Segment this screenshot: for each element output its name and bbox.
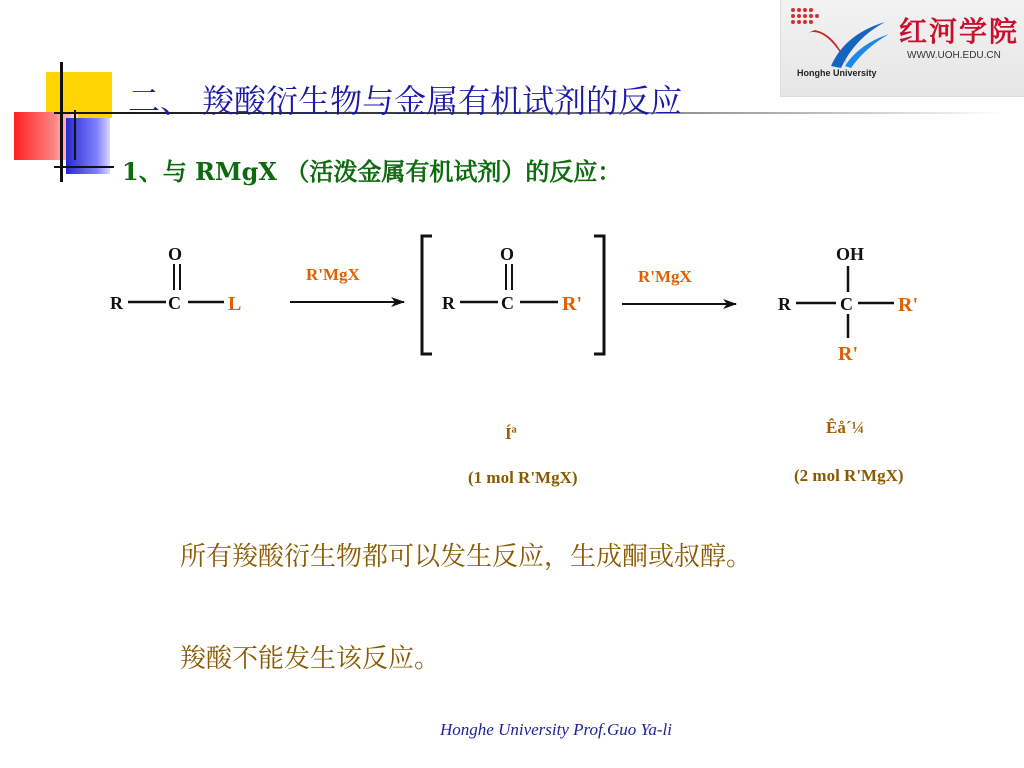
product-label: Êå´¼ [826,418,865,437]
reactant-l-label: L [228,293,242,315]
product-r-label: R [778,294,791,314]
reactant-c-label: C [168,293,181,313]
product-mol-note: (2 mol R'MgX) [794,466,904,485]
intermediate-mol-note: (1 mol R'MgX) [468,468,578,487]
intermediate-label: Íª [505,424,517,443]
reactant-r-label: R [110,293,123,313]
decor-vertical-line [60,62,63,182]
decor-vertical-line-short [74,110,76,160]
footer-credit: Honghe University Prof.Guo Ya-li [440,720,673,739]
product-oh-label: OH [836,244,865,264]
right-bracket [594,236,604,354]
intermediate-o-label: O [500,244,515,264]
reagent-1-label: R'MgX [306,265,360,284]
product-rprime-2-label: R' [838,343,858,365]
logo-url: WWW.UOH.EDU.CN [907,50,1001,61]
reaction-scheme [0,220,1024,380]
decor-short-line [54,166,114,168]
left-bracket [422,236,432,354]
product-c-label: C [840,294,853,314]
reagent-2-label: R'MgX [638,267,692,286]
section-subtitle: 1、与 RMgX （活泼金属有机试剂）的反应： [122,157,622,186]
product-structure [778,244,918,365]
reactant-structure [110,244,241,315]
paragraph-all-derivatives: 所有羧酸衍生物都可以发生反应，生成酮或叔醇。 [180,542,753,572]
product-rprime-1-label: R' [898,294,918,316]
intermediate-structure [442,244,582,315]
slide-title: 二、 羧酸衍生物与金属有机试剂的反应 [128,82,683,120]
logo-chinese-name: 红河学院 [899,15,1020,48]
intermediate-r-label: R [442,293,455,313]
intermediate-c-label: C [501,293,514,313]
reactant-o-label: O [168,244,183,264]
paragraph-carboxylic-acid: 羧酸不能发生该反应。 [180,644,441,674]
university-logo [780,0,1024,97]
intermediate-rprime-label: R' [562,293,582,315]
logo-english-name: Honghe University [797,68,877,78]
